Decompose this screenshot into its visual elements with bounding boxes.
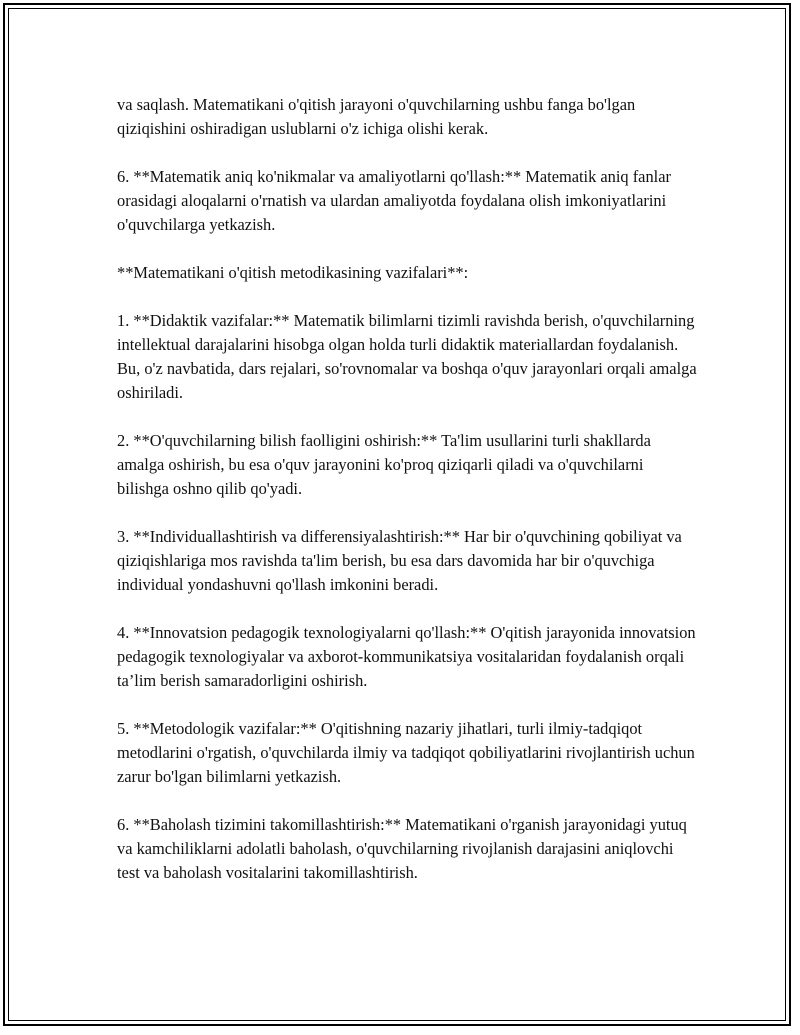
- paragraph-item-1-didactic: 1. **Didaktik vazifalar:** Matematik bilimlarni tizimli ravishda berish, o'quvchilarning intellektual darajalarini hisobga olgan holda turli didaktik materiallardan foydalanish. Bu, o'z navbatida, dars rejalari, so'rovnomalar va boshqa o'quv jarayonlari orqali amalga oshiriladi.: [117, 311, 697, 402]
- document-body: [117, 93, 697, 909]
- paragraph-item-6-skills: 6. **Matematik aniq ko'nikmalar va amaliyotlarni qo'llash:** Matematik aniq fanlar orasidagi aloqalarni o'rnatish va ulardan amaliyotda foydalana olish imkoniyatlarini o'quvchilarga yetkazish.: [117, 167, 671, 234]
- paragraph-continuation: va saqlash. Matematikani o'qitish jarayoni o'quvchilarning ushbu fanga bo'lgan qiziqishini oshiradigan uslublarni o'z ichiga olishi kerak.: [117, 95, 636, 138]
- section-heading-tasks: **Matematikani o'qitish metodikasining vazifalari**:: [117, 263, 469, 282]
- paragraph-item-5-methodology: 5. **Metodologik vazifalar:** O'qitishning nazariy jihatlari, turli ilmiy-tadqiqot metodlarini o'rgatish, o'quvchilarda ilmiy va tadqiqot qobiliyatlarini rivojlantirish uchun zarur bo'lgan bilimlarni yetkazish.: [117, 719, 695, 786]
- paragraph-item-2-activity: 2. **O'quvchilarning bilish faolligini oshirish:** Ta'lim usullarini turli shakllarda amalga oshirish, bu esa o'quv jarayonini ko'proq qiziqarli qiladi va o'quvchilarni bilishga oshno qilib qo'yadi.: [117, 431, 651, 498]
- paragraph-item-3-individualization: 3. **Individuallashtirish va differensiyalashtirish:** Har bir o'quvchining qobiliyat va qiziqishlariga mos ravishda ta'lim berish, bu esa dars davomida har bir o'quvchiga individual yondashuvni qo'llash imkonini beradi.: [117, 527, 682, 594]
- paragraph-item-6-assessment: 6. **Baholash tizimini takomillashtirish:** Matematikani o'rganish jarayonidagi yutuq va kamchiliklarni adolatli baholash, o'quvchilarning rivojlanish darajasini aniqlovchi test va baholash vositalarini takomillashtirish.: [117, 815, 687, 882]
- paragraph-item-4-innovation: 4. **Innovatsion pedagogik texnologiyalarni qo'llash:** O'qitish jarayonida innovatsion pedagogik texnologiyalar va axborot-kommunikatsiya vositalaridan foydalanish orqali ta’lim berish samaradorligini oshirish.: [117, 623, 696, 690]
